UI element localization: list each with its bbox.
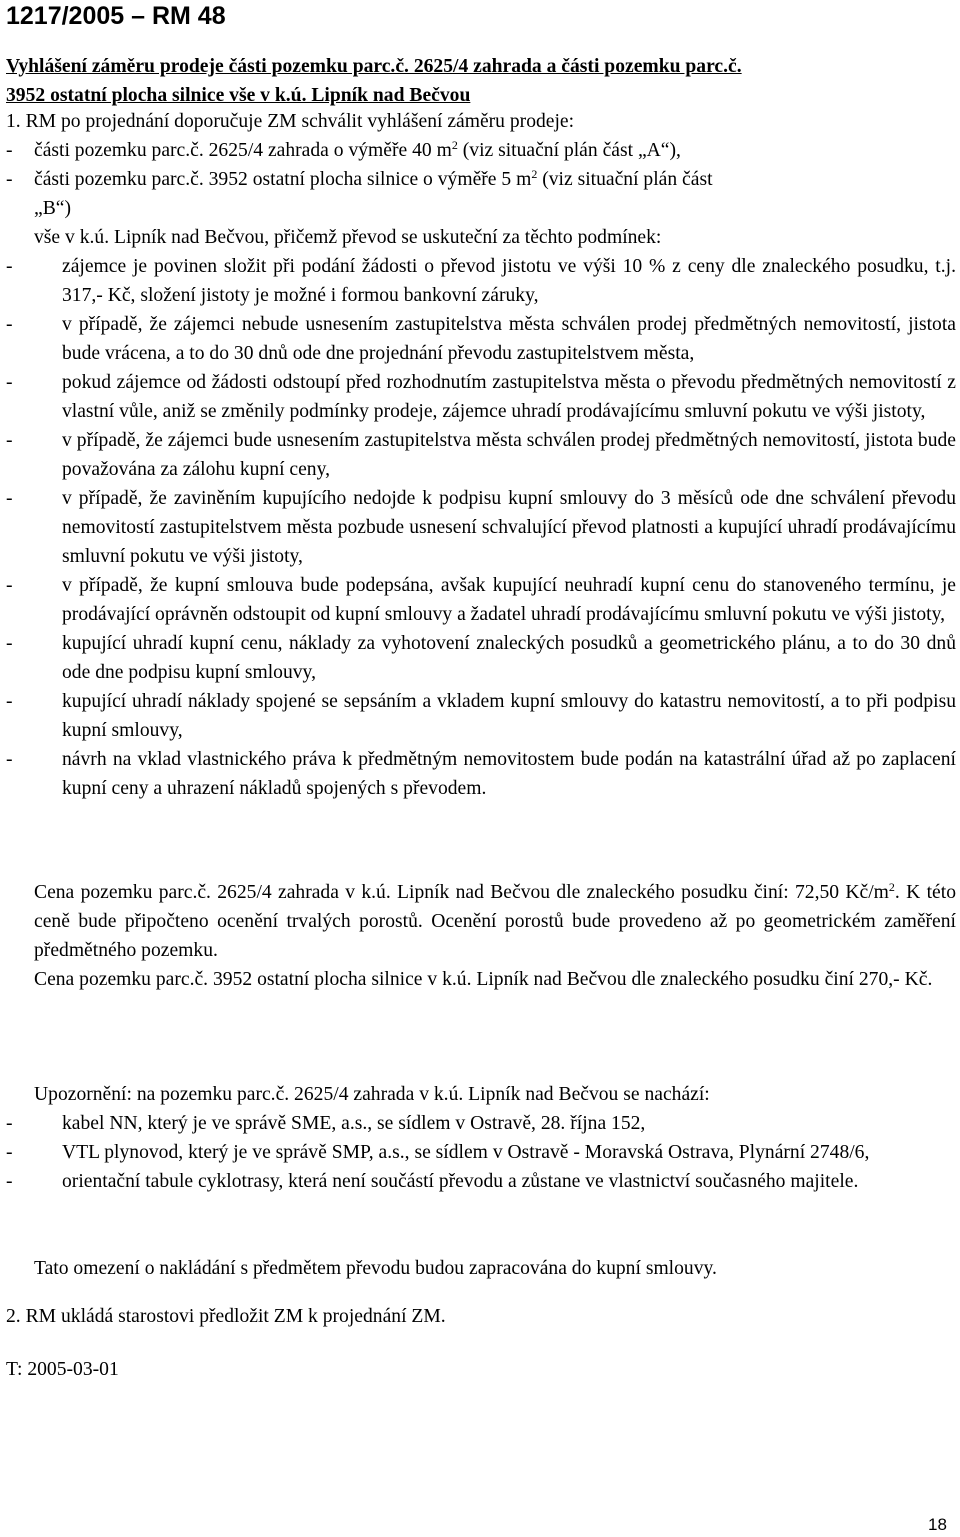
parcel-item [6, 165, 956, 223]
condition-text: pokud zájemce od žádosti odstoupí před rozhodnutím zastupitelstva města o převodu předmětných nemovitostí z vlastní vůle, aniž se změnily podmínky prodeje, zájemce uhradí prodávajícímu smluvní pokutu ve výši jistoty, [62, 372, 956, 422]
condition-text: zájemce je povinen složit při podání žádosti o převod jistotu ve výši 10 % z ceny dle znaleckého posudku, t.j. 317,- Kč, složení jistoty je možné i formou bankovní záruky, [62, 256, 956, 306]
superscript: 2 [451, 138, 458, 152]
page-number: 18 [928, 1515, 947, 1534]
title-line-2: 3952 ostatní plocha silnice vše v k.ú. Lipník nad Bečvou [6, 85, 471, 106]
conditions-list [6, 252, 956, 803]
bullet-dash: - [6, 1171, 13, 1192]
condition-item [6, 252, 956, 310]
warning-text: orientační tabule cyklotrasy, která není součástí převodu a zůstane ve vlastnictví současného majitele. [62, 1171, 859, 1192]
warning-text: kabel NN, který je ve správě SME, a.s., se sídlem v Ostravě, 28. října 152, [62, 1113, 646, 1134]
warning-item [6, 1138, 956, 1167]
superscript: 2 [531, 167, 538, 181]
bullet-dash: - [6, 169, 13, 190]
bullet-dash: - [6, 372, 13, 393]
bullet-dash: - [6, 1113, 13, 1134]
restriction-note: Tato omezení o nakládání s předmětem převodu budou zapracována do kupní smlouvy. [34, 1258, 717, 1279]
bullet-dash: - [6, 256, 13, 277]
warning-heading: Upozornění: na pozemku parc.č. 2625/4 zahrada v k.ú. Lipník nad Bečvou se nachází: [34, 1084, 710, 1105]
condition-text: kupující uhradí náklady spojené se sepsáním a vkladem kupní smlouvy do katastru nemovitostí, a to při podpisu kupní smlouvy, [62, 691, 956, 741]
section-2-item: 2. RM ukládá starostovi předložit ZM k projednání ZM. [6, 1306, 446, 1327]
bullet-dash: - [6, 633, 13, 654]
condition-text: návrh na vklad vlastnického práva k předmětným nemovitostem bude podán na katastrální úřad až po zaplacení kupní ceny a uhrazení nákladů spojených s převodem. [62, 749, 956, 799]
bullet-dash: - [6, 749, 13, 770]
condition-item [6, 687, 956, 745]
deadline: T: 2005-03-01 [6, 1359, 119, 1380]
parcel-item [6, 136, 956, 165]
warning-item [6, 1167, 956, 1196]
condition-item [6, 368, 956, 426]
price-note-1-text: Cena pozemku parc.č. 2625/4 zahrada v k.ú. Lipník nad Bečvou dle znaleckého posudku činí: 72,50 Kč/m [34, 882, 889, 903]
condition-item [6, 571, 956, 629]
condition-item [6, 629, 956, 687]
warning-item [6, 1109, 956, 1138]
warning-list [6, 1109, 956, 1196]
superscript: 2 [888, 880, 895, 894]
condition-text: kupující uhradí kupní cenu, náklady za vyhotovení znaleckých posudků a geometrického plánu, a to do 30 dnů ode dne podpisu kupní smlouvy, [62, 633, 956, 683]
bullet-dash: - [6, 314, 13, 335]
bullet-dash: - [6, 1142, 13, 1163]
parcel-text: části pozemku parc.č. 3952 ostatní plocha silnice o výměře 5 m [34, 169, 532, 190]
parcel-text-continuation: „B“) [34, 198, 71, 219]
resolution-title [6, 52, 956, 110]
condition-text: v případě, že zaviněním kupujícího nedojde k podpisu kupní smlouvy do 3 měsíců ode dne schválení převodu nemovitostí zastupitelstvem města pozbude usnesení schvalující převod platnosti a kupující uhradí prodávajícímu smluvní pokutu ve výši jistoty, [62, 488, 956, 567]
condition-item [6, 426, 956, 484]
parcel-text-after: (viz situační plán část [537, 169, 713, 190]
condition-text: v případě, že kupní smlouva bude podepsána, avšak kupující neuhradí kupní cenu do stanoveného termínu, je prodávající oprávněn odstoupit od kupní smlouvy a žadatel uhradí prodávajícímu smluvní pokutu ve výši jistoty, [62, 575, 956, 625]
condition-text: v případě, že zájemci nebude usnesením zastupitelstva města schválen prodej předmětných nemovitostí, jistota bude vrácena, a to do 30 dnů ode dne projednání převodu zastupitelstvem města, [62, 314, 956, 364]
condition-text: v případě, že zájemci bude usnesením zastupitelstva města schválen prodej předmětných nemovitostí, jistota bude považována za zálohu kupní ceny, [62, 430, 956, 480]
warning-text: VTL plynovod, který je ve správě SMP, a.s., se sídlem v Ostravě - Moravská Ostrava, Plynární 2748/6, [62, 1142, 870, 1163]
price-notes [34, 878, 956, 994]
parcel-list [6, 136, 956, 223]
bullet-dash: - [6, 691, 13, 712]
condition-item [6, 310, 956, 368]
parcel-text-after: (viz situační plán část „A“), [457, 140, 681, 161]
condition-item [6, 745, 956, 803]
bullet-dash: - [6, 430, 13, 451]
bullet-dash: - [6, 140, 13, 161]
conditions-intro: vše v k.ú. Lipník nad Bečvou, přičemž převod se uskuteční za těchto podmínek: [34, 227, 662, 248]
title-line-1: Vyhlášení záměru prodeje části pozemku parc.č. 2625/4 zahrada a části pozemku parc.č. [6, 56, 742, 77]
condition-item [6, 484, 956, 571]
parcel-text: části pozemku parc.č. 2625/4 zahrada o výměře 40 m [34, 140, 452, 161]
price-note-1 [34, 878, 956, 965]
price-note-2: Cena pozemku parc.č. 3952 ostatní plocha silnice v k.ú. Lipník nad Bečvou dle znaleckého posudku činí 270,- Kč. [34, 969, 933, 990]
resolution-number: 1217/2005 – RM 48 [6, 2, 226, 30]
price-note-1-after: . K této ceně bude připočteno ocenění trvalých porostů. Ocenění porostů bude provedeno až po geometrickém zaměření předmětného pozemku. [34, 882, 956, 961]
section-1-heading: 1. RM po projednání doporučuje ZM schválit vyhlášení záměru prodeje: [6, 111, 575, 132]
bullet-dash: - [6, 575, 13, 596]
bullet-dash: - [6, 488, 13, 509]
